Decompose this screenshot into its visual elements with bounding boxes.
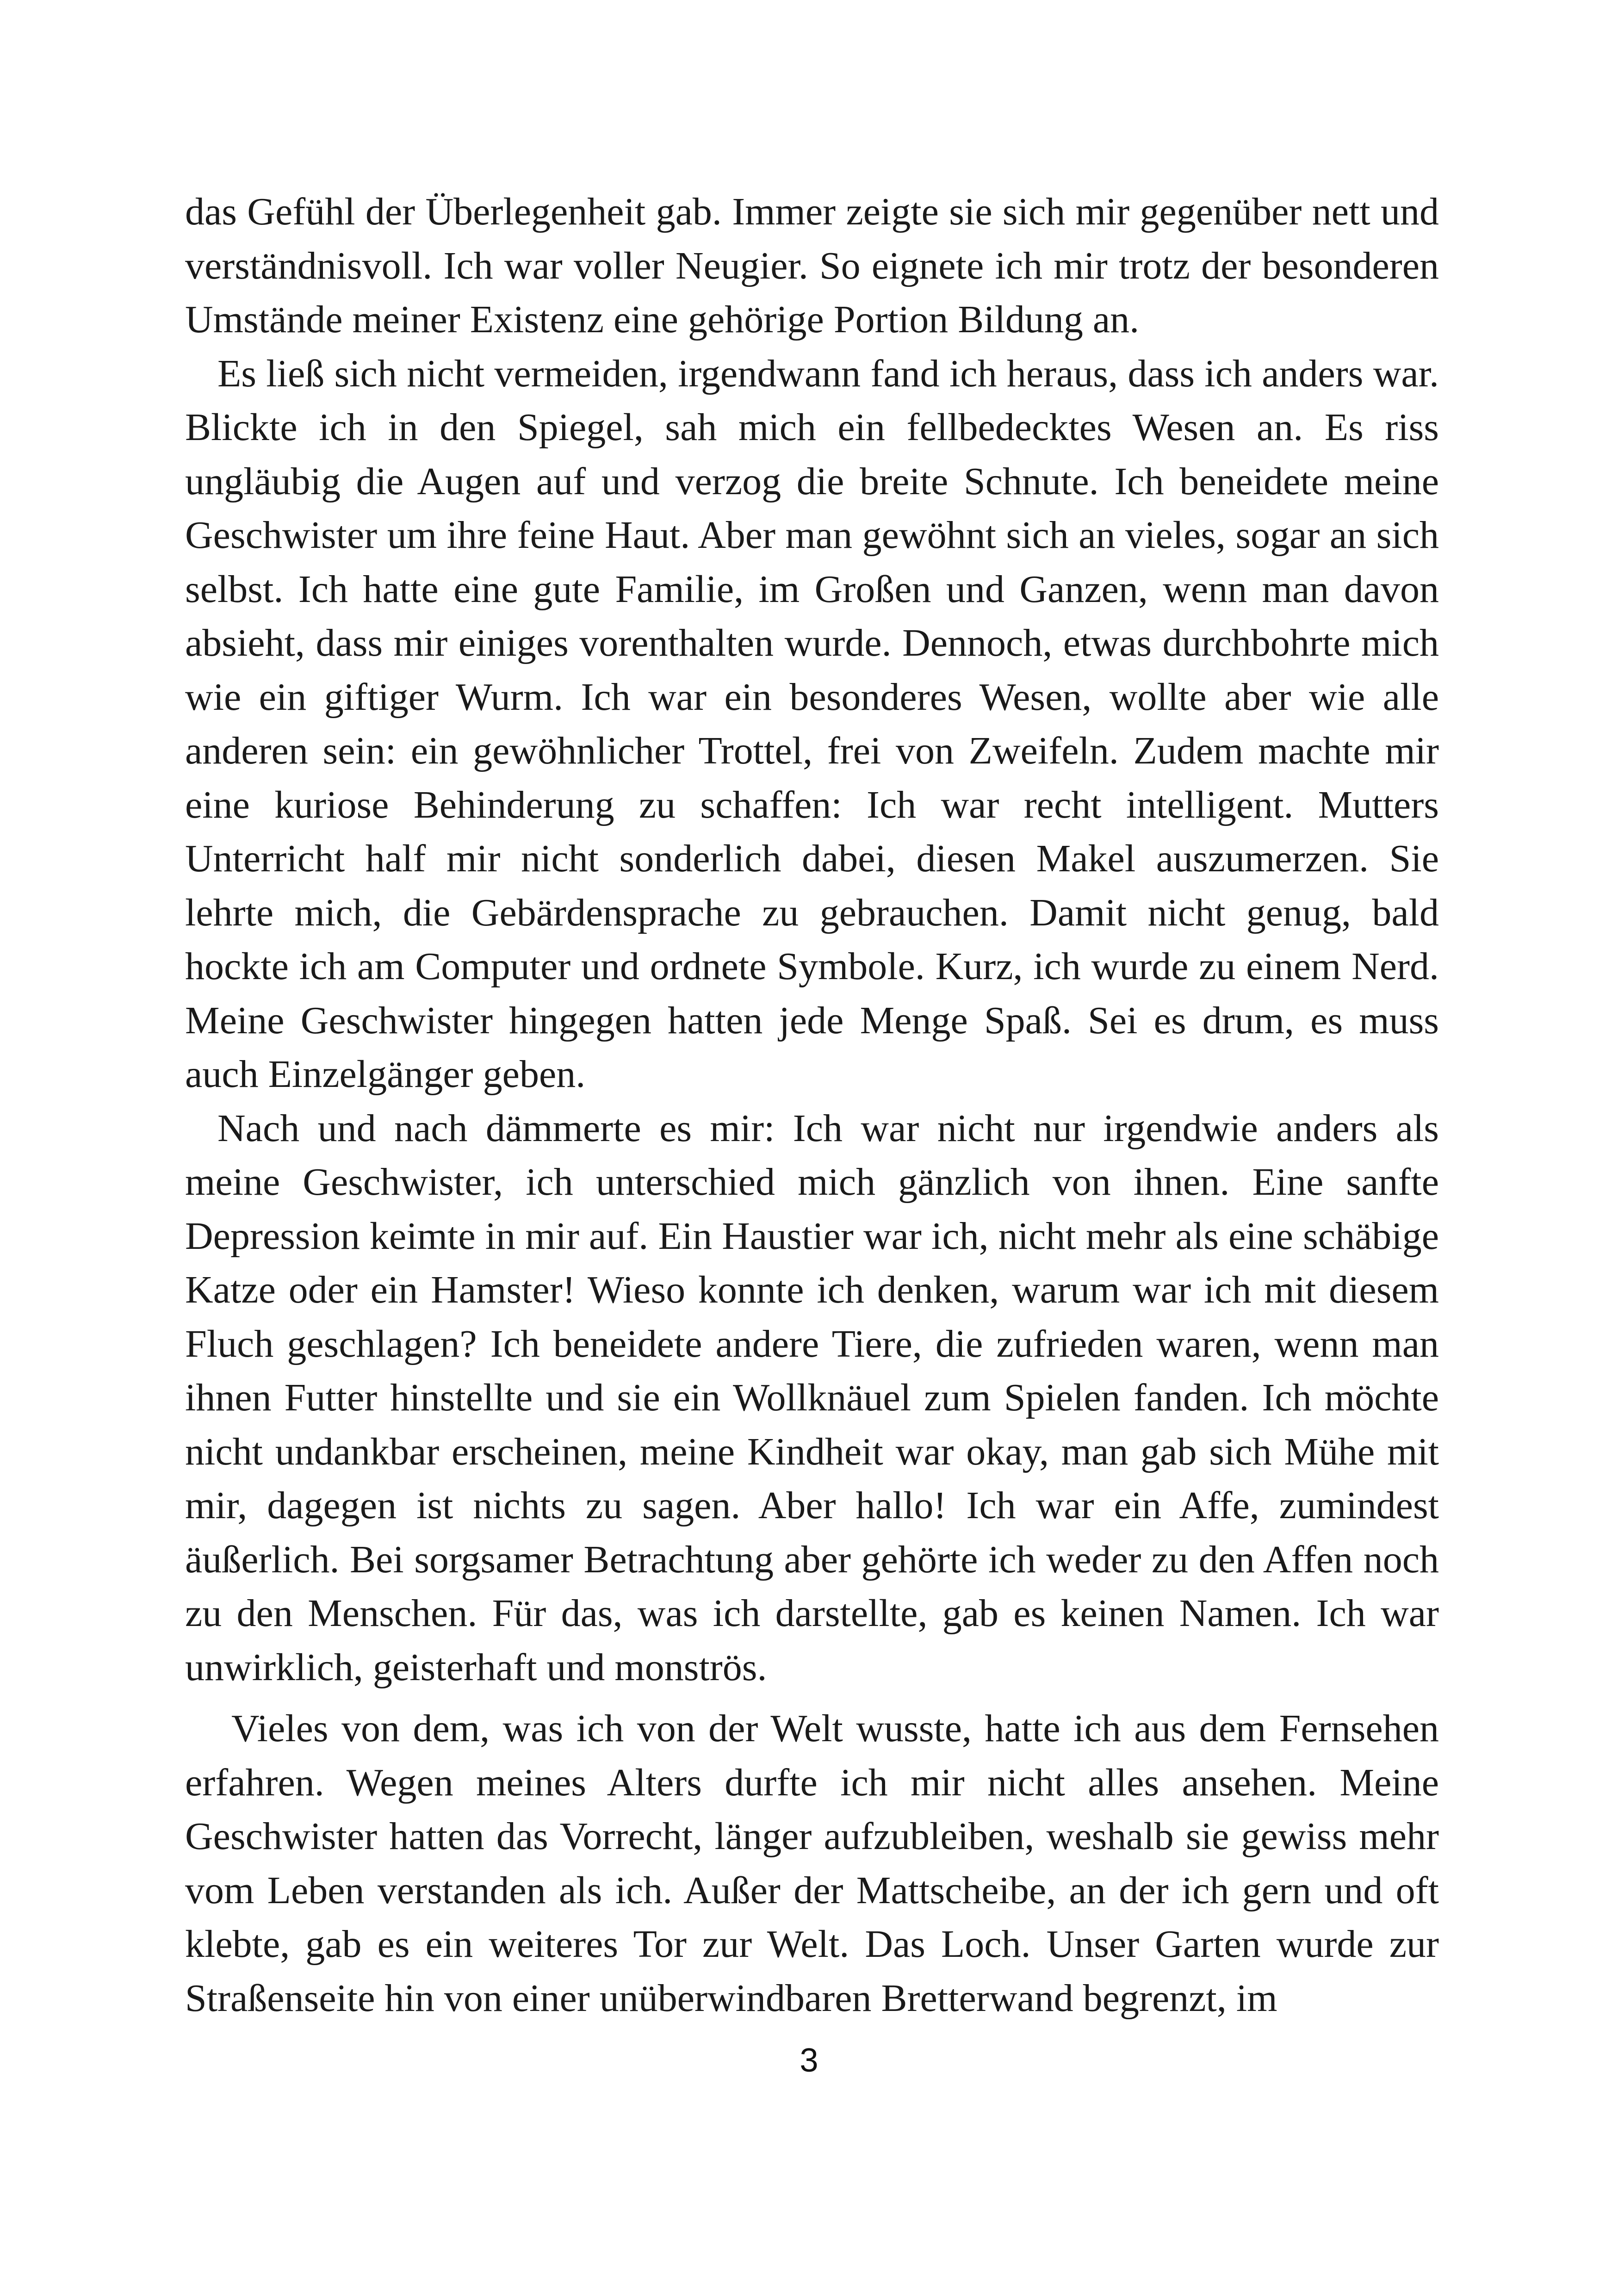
paragraph: Nach und nach dämmerte es mir: Ich war nicht nur irgendwie anders als meine Geschwister, ich unterschied mich gänzlich von ihnen. Eine sanfte Depression keimte in mir auf. Ein Haustier war ich, nicht mehr als eine schäbige Katze oder ein Hamster! Wieso konnte ich denken, warum war ich mit diesem Fluch geschlagen? Ich beneidete andere Tiere, die zufrieden waren, wenn man ihnen Futter hinstellte und sie ein Wollknäuel zum Spielen fanden. Ich möchte nicht undankbar erscheinen, meine Kindheit war okay, man gab sich Mühe mit mir, dagegen ist nichts zu sagen. Aber hallo! Ich war ein Affe, zumindest äußerlich. Bei sorgsamer Betrachtung aber gehörte ich weder zu den Affen noch zu den Menschen. Für das, was ich darstellte, gab es keinen Namen. Ich war unwirklich, geisterhaft und monströs.: [185, 1106, 1439, 1689]
paragraph: Vieles von dem, was ich von der Welt wusste, hatte ich aus dem Fernsehen erfahren. Wegen meines Alters durfte ich mir nicht alles ansehen. Meine Geschwister hatten das Vorrecht, länger aufzubleiben, weshalb sie gewiss mehr vom Leben verstanden als ich. Außer der Mattscheibe, an der ich gern und oft klebte, gab es ein weiteres Tor zur Welt. Das Loch. Unser Garten wurde zur Straßenseite hin von einer unüberwindbaren Bretterwand begrenzt, im: [185, 1707, 1439, 2020]
page-number: 3: [800, 2042, 818, 2079]
paragraph: das Gefühl der Überlegenheit gab. Immer zeigte sie sich mir gegenüber nett und verständnisvoll. Ich war voller Neugier. So eignete ich mir trotz der besonderen Umstände meiner Existenz eine gehörige Portion Bildung an.: [185, 190, 1439, 341]
body-text: [185, 185, 1439, 2025]
paragraph: Es ließ sich nicht vermeiden, irgendwann fand ich heraus, dass ich anders war. Blickte ich in den Spiegel, sah mich ein fellbedecktes Wesen an. Es riss ungläubig die Augen auf und verzog die breite Schnute. Ich beneidete meine Geschwister um ihre feine Haut. Aber man gewöhnt sich an vieles, sogar an sich selbst. Ich hatte eine gute Familie, im Großen und Ganzen, wenn man davon absieht, dass mir einiges vorenthalten wurde. Dennoch, etwas durchbohrte mich wie ein giftiger Wurm. Ich war ein besonderes Wesen, wollte aber wie alle anderen sein: ein gewöhnlicher Trottel, frei von Zweifeln. Zudem machte mir eine kuriose Behinderung zu schaffen: Ich war recht intelligent. Mutters Unterricht half mir nicht sonderlich dabei, diesen Makel auszumerzen. Sie lehrte mich, die Gebärdensprache zu gebrauchen. Damit nicht genug, bald hockte ich am Computer und ordnete Symbole. Kurz, ich wurde zu einem Nerd. Meine Geschwister hingegen hatten jede Menge Spaß. Sei es drum, es muss auch Einzelgänger geben.: [185, 352, 1439, 1096]
